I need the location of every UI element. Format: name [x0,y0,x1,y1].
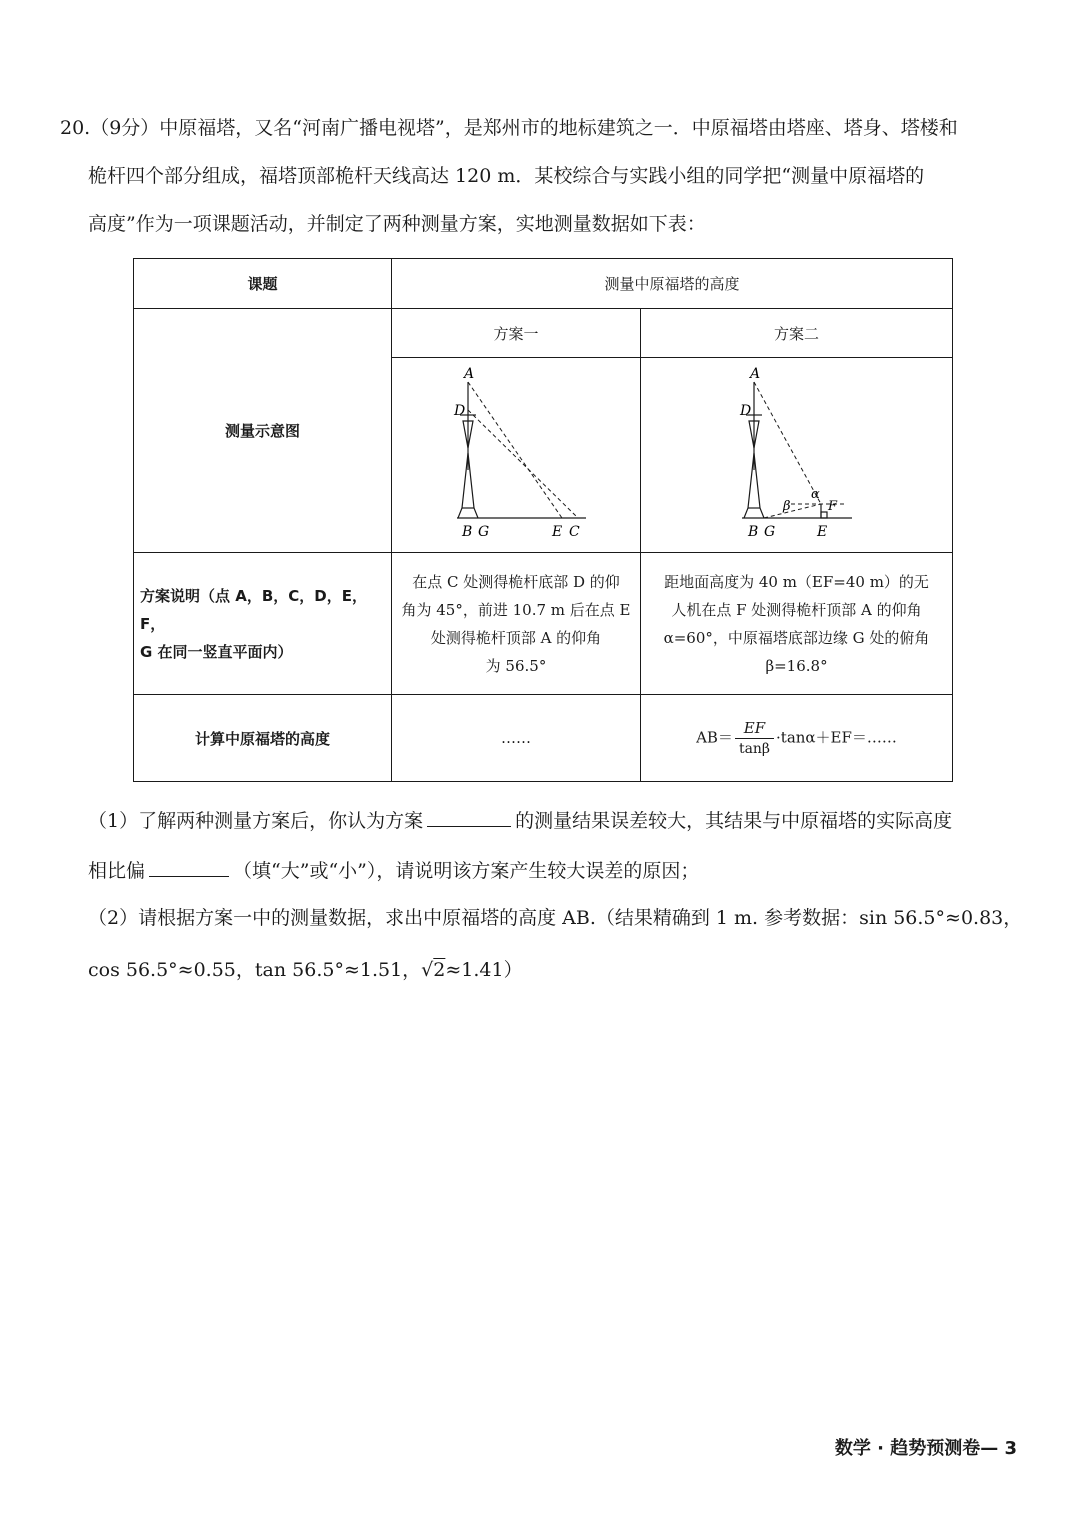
calc-fraction [735,718,774,759]
sub1-part-d: （填“大”或“小”），请说明该方案产生较大误差的原因； [233,860,700,882]
plan2-description [641,553,953,695]
label-E: E [551,524,562,540]
sub2-line2-a: cos 56.5°≈0.55，tan 56.5°≈1.51， [88,959,422,981]
plan-desc-label-line-1: 方案说明（点 A，B，C，D，E，F， [140,586,367,633]
sub-question-1-line-2 [88,856,699,885]
measurement-table [133,258,953,782]
plan1-calc: …… [392,695,641,782]
calc-fraction-denominator: tanβ [738,740,771,757]
label-G: G [477,524,489,540]
plan2-diagram [647,358,947,548]
sub1-part-a: （1）了解两种测量方案后，你认为方案 [88,810,424,832]
label-G: G [763,524,775,540]
label-B: B [747,524,758,540]
sub-question-2-line-1: （2）请根据方案一中的测量数据，求出中原福塔的高度 AB.（结果精确到 1 m. 参考数据：sin 56.5°≈0.83， [88,907,1023,929]
sub-question-2-line-2 [88,956,523,984]
page-footer: 数学 · 趋势预测卷— 3 [834,1438,1017,1459]
plan2-desc-line: β=16.8° [765,656,828,675]
sight-line-FG [764,504,821,518]
question-line-1: 20.（9分）中原福塔，又名“河南广播电视塔”，是郑州市的地标建筑之一．中原福塔由塔座、塔身、塔楼和 [60,117,958,139]
sqrt-radicand: 2 [433,959,446,981]
topic-label: 课题 [134,259,392,309]
answer-blank-plan[interactable] [427,806,511,827]
label-F: F [827,499,837,514]
plan2-diagram-cell [641,358,953,553]
sqrt-symbol: √ [421,959,434,981]
sight-line-EA [468,382,562,518]
plan1-diagram [394,358,639,548]
plan2-desc-line: 人机在点 F 处测得桅杆顶部 A 的仰角 [671,600,922,619]
calc-label: 计算中原福塔的高度 [134,695,392,782]
label-D: D [739,403,751,419]
diagram-label: 测量示意图 [134,309,392,553]
label-beta: β [782,499,791,514]
label-C: C [568,524,580,540]
plan1-desc-line: 角为 45°，前进 10.7 m 后在点 E [401,600,631,619]
plan1-description [392,553,641,695]
sub1-part-b: 的测量结果误差较大，其结果与中原福塔的实际高度 [515,810,953,832]
label-D: D [453,403,465,419]
plan-desc-label-line-2: G 在同一竖直平面内） [140,642,293,661]
plan1-header: 方案一 [392,309,641,358]
label-alpha: α [810,487,820,502]
plan2-header: 方案二 [641,309,953,358]
question-line-3: 高度”作为一项课题活动，并制定了两种测量方案，实地测量数据如下表： [88,213,706,235]
plan2-calc [641,695,953,782]
sub2-line2-b: ≈1.41） [445,959,523,981]
plan1-desc-line: 在点 C 处测得桅杆底部 D 的仰 [412,572,620,591]
label-B: B [461,524,472,540]
label-A: A [463,366,474,382]
sub-question-1-line-1 [88,806,952,835]
question-line-2: 桅杆四个部分组成，福塔顶部桅杆天线高达 120 m．某校综合与实践小组的同学把“测量中原福塔的 [88,165,925,187]
calc-fraction-numerator: EF [735,718,774,739]
plan1-desc-line: 为 56.5° [485,656,547,675]
plan2-desc-line: 距地面高度为 40 m（EF=40 m）的无 [664,572,929,591]
plan2-desc-line: α=60°，中原福塔底部边缘 G 处的俯角 [663,628,930,647]
sight-line-FA [754,382,821,504]
plan1-desc-line: 处测得桅杆顶部 A 的仰角 [430,628,602,647]
plan1-diagram-cell [392,358,641,553]
label-E: E [816,524,827,540]
calc-prefix: AB＝ [696,728,733,746]
plan-desc-label [134,553,392,695]
sight-line-CD [468,410,578,518]
answer-blank-direction[interactable] [149,856,229,877]
calc-suffix: ·tanα＋EF＝…… [776,728,897,746]
topic-value: 测量中原福塔的高度 [392,259,953,309]
label-A: A [749,366,760,382]
sub1-part-c: 相比偏 [88,860,146,882]
